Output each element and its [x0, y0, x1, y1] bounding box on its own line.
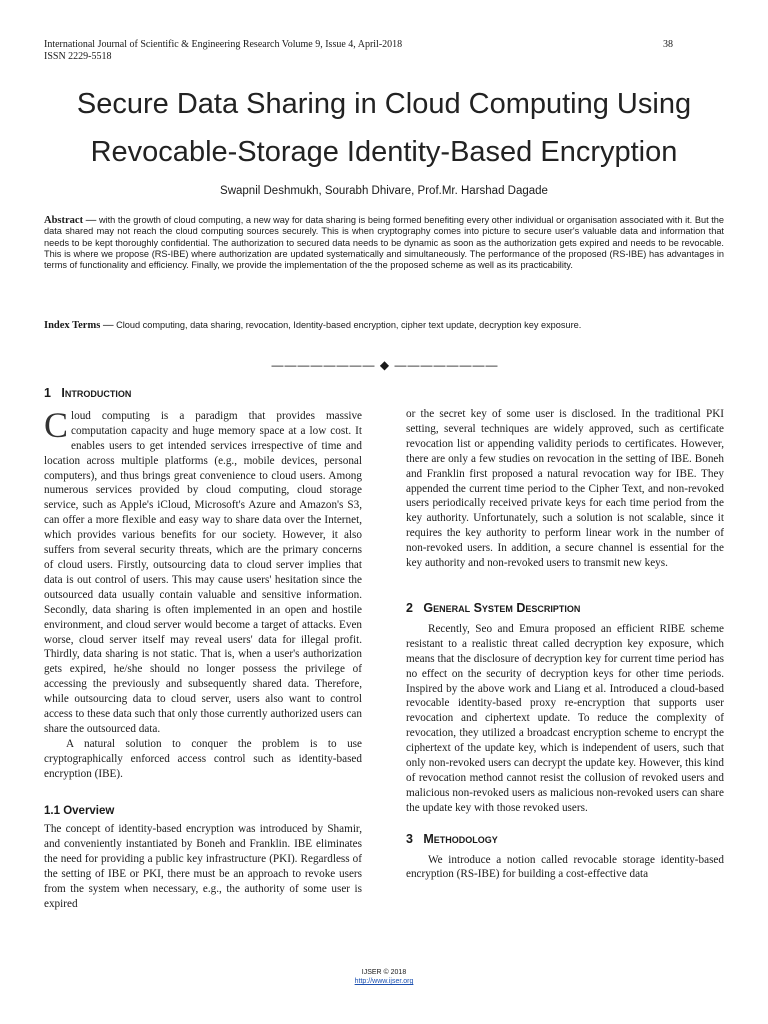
section-1-1-heading [44, 804, 362, 819]
index-terms-dash: — [100, 320, 117, 331]
left-column [44, 386, 362, 912]
section-1-number: 1 [44, 386, 51, 400]
intro-paragraph-1 [44, 404, 362, 737]
section-separator: ———————— ◆ ———————— [271, 358, 499, 372]
abstract-dash: — [83, 215, 99, 226]
section-3-title: Methodology [423, 831, 498, 846]
drop-cap: C [44, 404, 69, 445]
abstract-text: with the growth of cloud computing, a new way for data sharing is being formed benefiting every other individual or organisation associated with it. But the data shared may not reach the cloud computing sources securely. This is when cryptography comes into picture to secure user's valuable data and information that needs to be kept thoroughly confidential. The authorization to secured data needs to be dynamic as soon as the authorization gets expired and needs to be revocable. This is where we propose (RS-IBE) where authorization are updated systematically and simultaneously. The performance of the proposed (RS-IBE) has advantages in terms of functionality and efficiency. Finally, we provide the implementation of the the proposed scheme as well as its practicability. [44, 215, 724, 271]
section-1-1-number: 1.1 [44, 804, 60, 817]
paper-title-line2: Revocable-Storage Identity-Based Encryption [90, 136, 678, 168]
issn: ISSN 2229-5518 [44, 51, 112, 62]
paper-title-line1: Secure Data Sharing in Cloud Computing Using [76, 88, 692, 120]
abstract [44, 215, 724, 271]
system-description-paragraph: Recently, Seo and Emura proposed an efficient RIBE scheme resistant to a realistic threat called decryption key exposure, which means that the disclosure of decryption key for current time period has no effect on the security of decryption keys for other time periods. Inspired by the above work and Liang et al. Introduced a cloud-based revocable identity-based proxy re-encryption that supports user revocation and ciphertext update. To reduce the complexity of revocation, they utilized a broadcast encryption scheme to encrypt the ciphertext of the update key, which is independent of users, such that only non-revoked users can decrypt the update key. However, this kind of revocation method cannot resist the collusion of revoked users and malicious non-revoked users as malicious non-revoked users can share the update key with those revoked users. [406, 622, 724, 814]
copyright: IJSER © 2018 [361, 969, 407, 976]
footer-link-wrap [0, 977, 768, 986]
section-3-heading [406, 832, 724, 847]
intro-paragraph-1-text: loud computing is a paradigm that provides massive computation capacity and huge memory space at a low cost. It enables users to get intended services irrespective of time and location across multiple platforms (e.g., mobile devices, personal computers), and thus brings great convenience to cloud users. Among numerous services provided by cloud computing, cloud storage service, such as Apple's iCloud, Microsoft's Azure and Amazon's S3, can offer a more flexible and easy way to share data over the Internet, which provides various benefits for our society. However, it also suffers from several security threats, which are the primary concerns of cloud users. Firstly, outsourcing data to cloud server implies that data is out control of users. This may cause users' hesitation since the outsourced data usually contain valuable and sensitive information. Secondly, data sharing is often implemented in an open and hostile environment, and cloud server would become a target of attacks. Even worse, cloud server itself may reveal users' data for illegal profit. Thirdly, data sharing is not static. That is, when a user's authorization gets expired, he/she should no longer possess the privilege of accessing the previously and subsequently shared data. Therefore, while outsourcing data to cloud server, users also want to control access to these data such that only those currently authorized users can share the outsourced data. [44, 409, 362, 735]
right-column [406, 407, 724, 882]
section-2-title: General System Description [423, 600, 581, 615]
index-terms-text: Cloud computing, data sharing, revocation, Identity-based encryption, cipher text update, decryption key exposure. [116, 320, 582, 330]
index-terms [44, 320, 724, 331]
section-1-1-title: Overview [63, 804, 115, 817]
journal-header: International Journal of Scientific & Engineering Research Volume 9, Issue 4, April-2018 [44, 39, 403, 50]
page-number: 38 [663, 39, 673, 50]
section-2-heading [406, 601, 724, 616]
section-2-number: 2 [406, 600, 413, 615]
methodology-paragraph: We introduce a notion called revocable storage identity-based encryption (RS-IBE) for building a cost-effective data [406, 853, 724, 881]
overview-paragraph: The concept of identity-based encryption was introduced by Shamir, and conveniently instantiated by Boneh and Franklin. IBE eliminates the need for providing a public key infrastructure (PKI). Regardless of the setting of IBE or PKI, there must be an approach to revoke users from the system when necessary, e.g., the authority of some user is expired [44, 823, 362, 910]
section-1-heading [44, 386, 362, 401]
journal-url-link[interactable]: http://www.ijser.org [354, 978, 414, 985]
authors: Swapnil Deshmukh, Sourabh Dhivare, Prof.Mr. Harshad Dagade [220, 185, 548, 197]
intro-paragraph-2: A natural solution to conquer the problem is to use cryptographically enforced access control such as identity-based encryption (IBE). [44, 737, 362, 780]
section-1-title: Introduction [61, 386, 132, 400]
index-terms-label: Index Terms [44, 320, 101, 331]
revocation-paragraph: or the secret key of some user is disclosed. In the traditional PKI setting, several techniques are widely approved, such as certificate revocation list or appending validity periods to certificates. However, there are only a few studies on revocation in the setting of IBE. Boneh and Franklin first proposed a natural revocation way for IBE. They appended the current time period to the Cipher Text, and non-revoked users periodically received private keys for each time period from the key authority. Unfortunately, such a solution is not scalable, since it requires the key authority to perform linear work in the number of non-revoked users. In addition, a secure channel is essential for the key authority and non-revoked users to transmit new keys. [406, 408, 724, 570]
abstract-label: Abstract [44, 215, 84, 226]
section-3-number: 3 [406, 831, 413, 846]
